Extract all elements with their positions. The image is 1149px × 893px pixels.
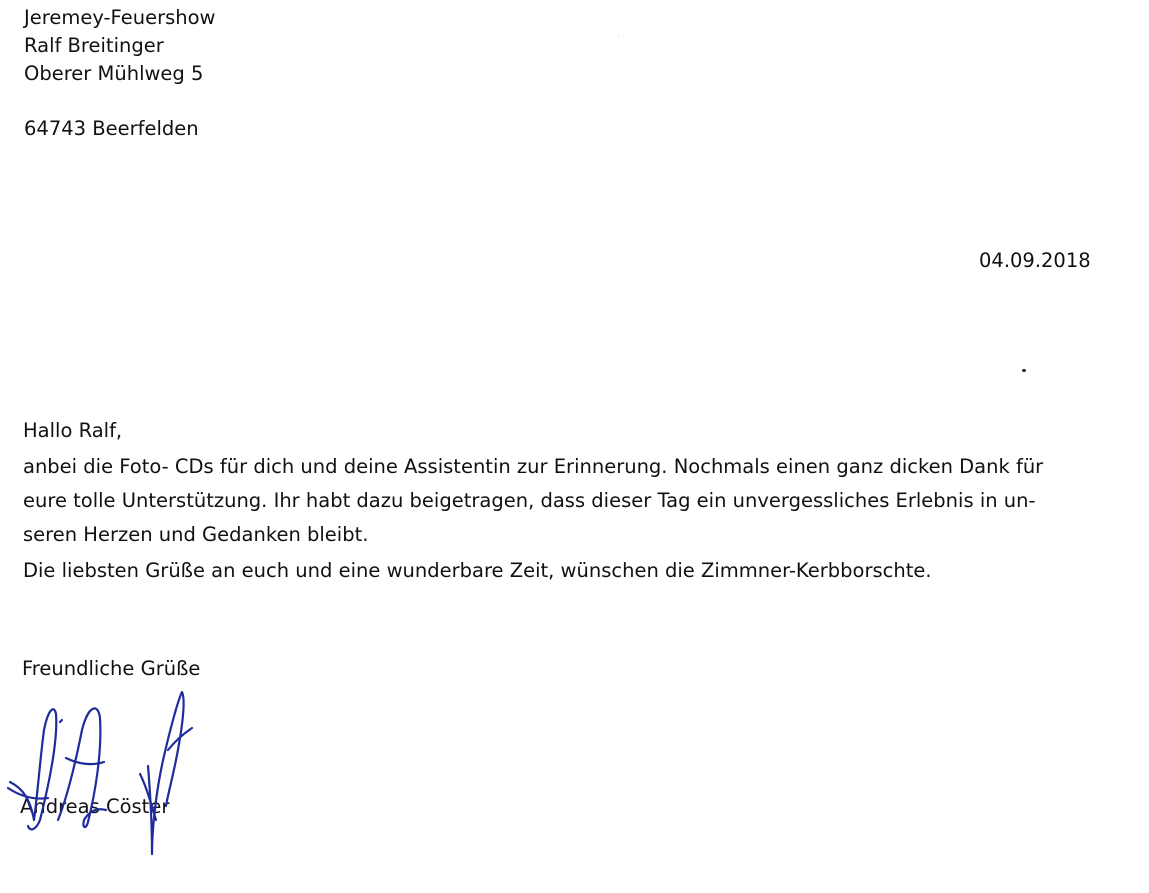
letter-closing: Freundliche Grüße (22, 657, 201, 680)
sender-person: Ralf Breitinger (24, 34, 164, 57)
sender-company: Jeremey-Feuershow (24, 6, 216, 29)
signer-name: Andreas Cöster (20, 795, 170, 818)
letter-body-line: anbei die Foto- CDs für dich und deine Assistentin zur Erinnerung. Nochmals einen ganz dicken Dank für (23, 455, 1044, 478)
sender-city: 64743 Beerfelden (24, 117, 199, 140)
letter-greeting: Hallo Ralf, (23, 419, 123, 442)
letter-body-line: Die liebsten Grüße an euch und eine wunderbare Zeit, wünschen die Zimmner-Kerbborschte. (23, 559, 932, 582)
letter-date: 04.09.2018 (979, 249, 1091, 272)
sender-street: Oberer Mühlweg 5 (24, 62, 204, 85)
scan-speck (1022, 369, 1026, 372)
letter-body-line: seren Herzen und Gedanken bleibt. (23, 523, 369, 546)
handwritten-signature (0, 670, 230, 870)
scan-speck (618, 36, 619, 37)
letter-body-line: eure tolle Unterstützung. Ihr habt dazu beigetragen, dass dieser Tag ein unvergessliches Erlebnis in un- (23, 489, 1036, 512)
